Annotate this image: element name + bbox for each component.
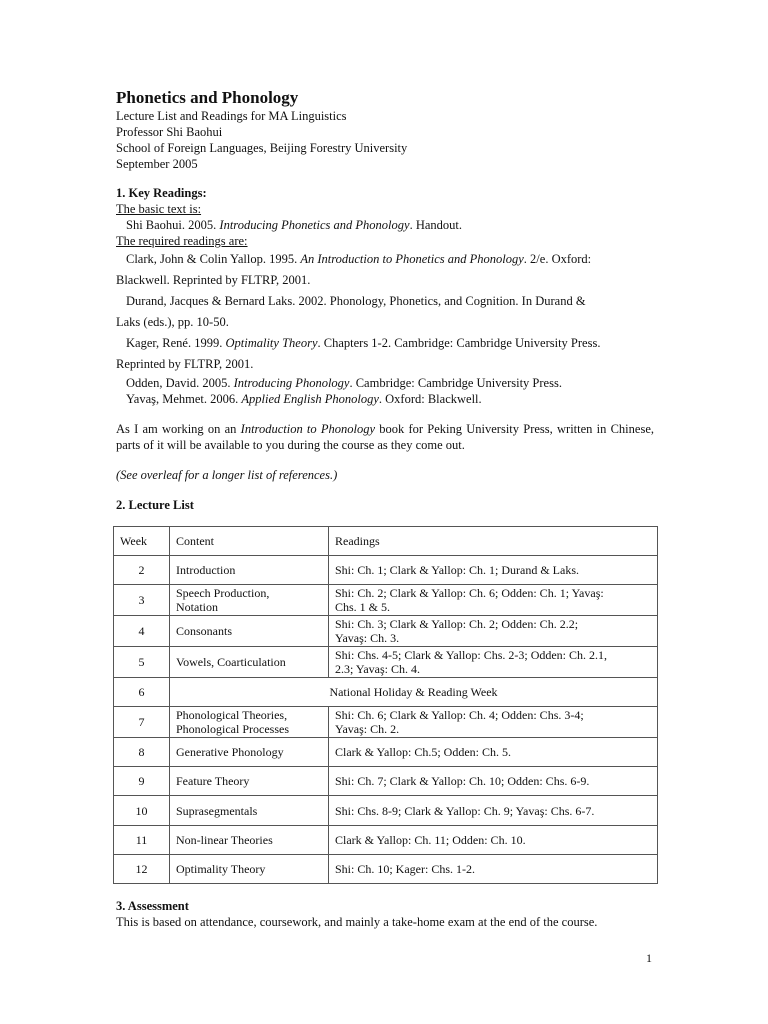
lecture-table — [113, 526, 658, 884]
readings-line: Shi: Chs. 4-5; Clark & Yallop: Chs. 2-3; Odden: Ch. 2.1, — [335, 648, 608, 662]
reference-item — [116, 391, 654, 407]
readings-cell: Shi: Chs. 8-9; Clark & Yallop: Ch. 9; Yavaş: Chs. 6-7. — [329, 796, 658, 826]
para-book-title: Introduction to Phonology — [240, 422, 376, 436]
readings-cell: Shi: Ch. 1; Clark & Yallop: Ch. 1; Durand & Laks. — [329, 556, 658, 585]
table-row — [114, 556, 658, 585]
professor-line: Professor Shi Baohui — [116, 125, 223, 139]
ref-title: Introducing Phonology — [233, 376, 350, 390]
document-page — [116, 88, 654, 930]
readings-cell: Shi: Ch. 10; Kager: Chs. 1-2. — [329, 855, 658, 884]
readings-cell: Shi: Ch. 7; Clark & Yallop: Ch. 10; Odden: Chs. 6-9. — [329, 767, 658, 796]
week-cell: 5 — [114, 647, 170, 678]
content-cell: Optimality Theory — [170, 855, 329, 884]
ref-author: Odden, David. 2005. — [126, 376, 234, 390]
week-cell: 12 — [114, 855, 170, 884]
document-subtitle: Lecture List and Readings for MA Linguistics — [116, 109, 347, 123]
column-header-content: Content — [170, 527, 329, 556]
content-cell — [170, 707, 329, 738]
week-cell: 9 — [114, 767, 170, 796]
basic-text-ref — [116, 217, 654, 233]
readings-cell — [329, 647, 658, 678]
table-row — [114, 855, 658, 884]
reference-item — [116, 333, 654, 375]
ref-author: Kager, René. 1999. — [126, 336, 226, 350]
week-cell: 7 — [114, 707, 170, 738]
assessment-heading: 3. Assessment — [116, 899, 189, 913]
ref-author: Shi Baohui. 2005. — [126, 218, 220, 232]
ref-author: Durand, Jacques & Bernard Laks. 2002. Phonology, Phonetics, and Cognition. In Durand & — [126, 294, 586, 308]
ref-rest: . Chapters 1-2. Cambridge: Cambridge University Press. — [317, 336, 601, 350]
content-cell: Introduction — [170, 556, 329, 585]
readings-line: Shi: Ch. 2; Clark & Yallop: Ch. 6; Odden: Ch. 1; Yavaş: — [335, 586, 604, 600]
readings-cell — [329, 616, 658, 647]
readings-line: Chs. 1 & 5. — [335, 600, 391, 614]
ref-author: Yavaş, Mehmet. 2006. — [126, 392, 242, 406]
basic-text-label: The basic text is: — [116, 202, 202, 216]
readings-line: Yavaş: Ch. 3. — [335, 631, 400, 645]
ref-author: Clark, John & Colin Yallop. 1995. — [126, 252, 301, 266]
readings-cell: Clark & Yallop: Ch.5; Odden: Ch. 5. — [329, 738, 658, 767]
content-cell: Consonants — [170, 616, 329, 647]
ref-title: Applied English Phonology — [241, 392, 379, 406]
week-cell: 6 — [114, 678, 170, 707]
content-cell — [170, 585, 329, 616]
ref-title: Introducing Phonetics and Phonology — [219, 218, 410, 232]
ref-title: An Introduction to Phonetics and Phonology — [300, 252, 524, 266]
ref-rest: . 2/e. Oxford: — [523, 252, 592, 266]
content-cell: Vowels, Coarticulation — [170, 647, 329, 678]
assessment-text: This is based on attendance, coursework, and mainly a take-home exam at the end of the course. — [116, 915, 598, 929]
reference-list — [116, 249, 654, 407]
ref-rest: . Oxford: Blackwell. — [378, 392, 482, 406]
school-line: School of Foreign Languages, Beijing Forestry University — [116, 141, 408, 155]
ref-rest: . Handout. — [409, 218, 462, 232]
table-header-row — [114, 527, 658, 556]
content-cell: Feature Theory — [170, 767, 329, 796]
table-row — [114, 678, 658, 707]
table-row — [114, 707, 658, 738]
week-cell: 10 — [114, 796, 170, 826]
readings-cell: Clark & Yallop: Ch. 11; Odden: Ch. 10. — [329, 826, 658, 855]
lecture-list-heading: 2. Lecture List — [116, 498, 194, 512]
content-line: Phonological Processes — [176, 722, 289, 736]
table-row — [114, 616, 658, 647]
table-row — [114, 767, 658, 796]
book-note-paragraph — [116, 421, 654, 453]
ref-title: Optimality Theory — [225, 336, 318, 350]
table-row — [114, 796, 658, 826]
ref-continuation: Blackwell. Reprinted by FLTRP, 2001. — [116, 273, 311, 287]
table-row — [114, 647, 658, 678]
week-cell: 11 — [114, 826, 170, 855]
ref-continuation: Reprinted by FLTRP, 2001. — [116, 357, 254, 371]
readings-line: Yavaş: Ch. 2. — [335, 722, 400, 736]
column-header-readings: Readings — [329, 527, 658, 556]
holiday-cell: National Holiday & Reading Week — [170, 678, 658, 707]
reference-item — [116, 291, 654, 333]
table-row — [114, 738, 658, 767]
reference-item — [116, 375, 654, 391]
required-readings-label: The required readings are: — [116, 234, 248, 248]
week-cell: 8 — [114, 738, 170, 767]
ref-continuation: Laks (eds.), pp. 10-50. — [116, 315, 229, 329]
content-cell: Generative Phonology — [170, 738, 329, 767]
ref-rest: . Cambridge: Cambridge University Press. — [349, 376, 562, 390]
document-title: Phonetics and Phonology — [116, 88, 299, 107]
key-readings-heading: 1. Key Readings: — [116, 186, 207, 200]
week-cell: 4 — [114, 616, 170, 647]
overleaf-note: (See overleaf for a longer list of references.) — [116, 468, 338, 482]
para-text: book for Peking University Press, written in Chinese, parts of it will be available to you during the course as they come out. — [116, 422, 654, 452]
week-cell: 2 — [114, 556, 170, 585]
table-row — [114, 585, 658, 616]
content-line: Notation — [176, 600, 218, 614]
page-number: 1 — [646, 951, 652, 965]
content-line: Phonological Theories, — [176, 708, 288, 722]
content-line: Speech Production, — [176, 586, 270, 600]
readings-cell — [329, 707, 658, 738]
column-header-week: Week — [114, 527, 170, 556]
readings-line: Shi: Ch. 6; Clark & Yallop: Ch. 4; Odden: Chs. 3-4; — [335, 708, 584, 722]
reference-item — [116, 249, 654, 291]
table-row — [114, 826, 658, 855]
readings-line: Shi: Ch. 3; Clark & Yallop: Ch. 2; Odden: Ch. 2.2; — [335, 617, 579, 631]
readings-line: 2.3; Yavaş: Ch. 4. — [335, 662, 421, 676]
week-cell: 3 — [114, 585, 170, 616]
content-cell: Suprasegmentals — [170, 796, 329, 826]
readings-cell — [329, 585, 658, 616]
content-cell: Non-linear Theories — [170, 826, 329, 855]
date-line: September 2005 — [116, 157, 198, 171]
para-text: As I am working on an — [116, 422, 241, 436]
